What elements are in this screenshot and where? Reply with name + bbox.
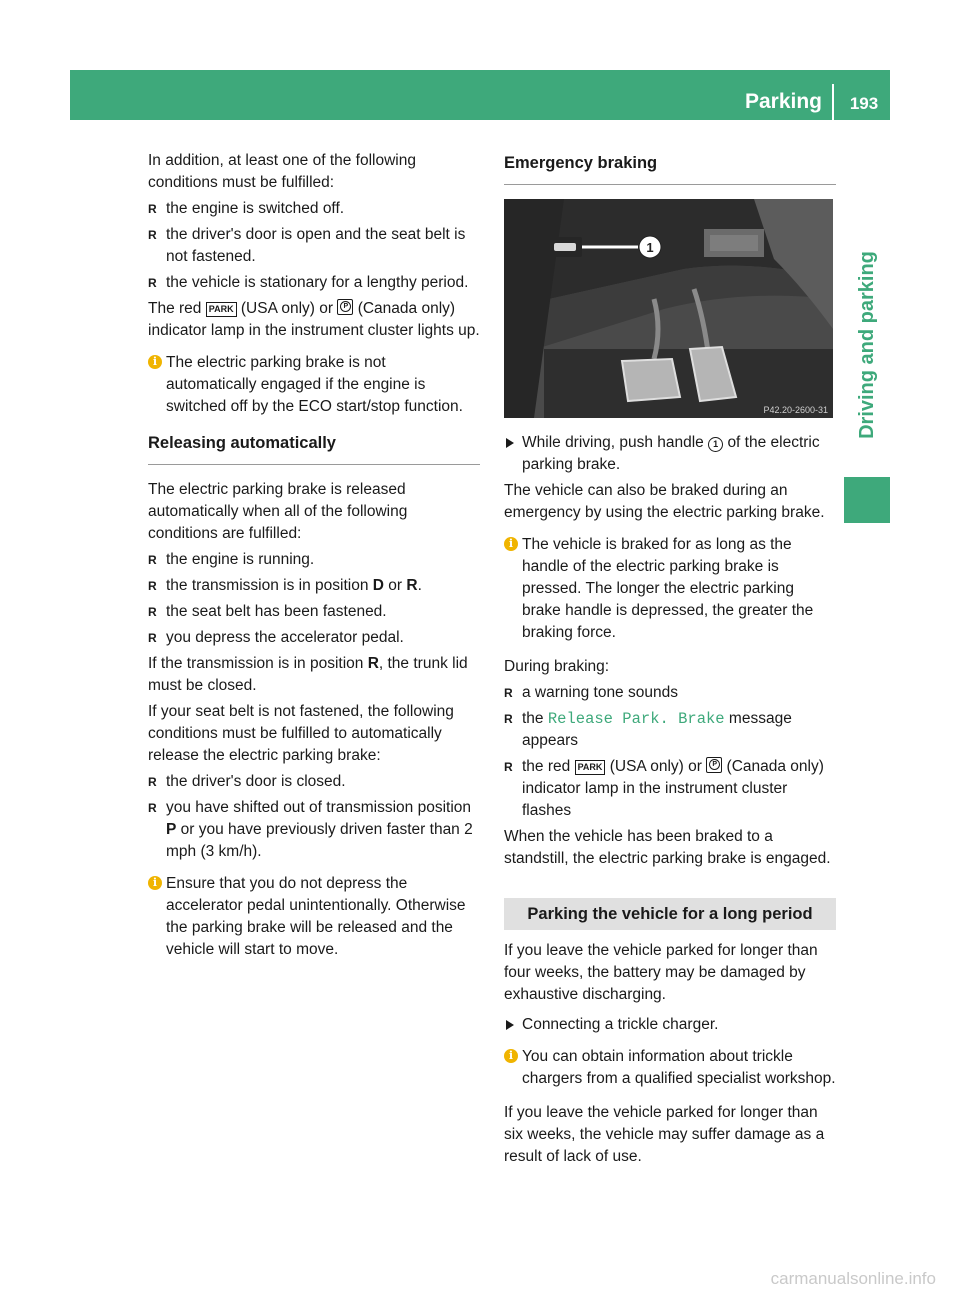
park-icon: PARK: [575, 760, 606, 775]
section-title: Parking: [744, 90, 822, 113]
standstill-text: When the vehicle has been braked to a standstill, the electric parking brake is engaged.: [504, 828, 831, 867]
list-item: [504, 756, 836, 822]
heading-long-period: Parking the vehicle for a long period: [504, 898, 836, 930]
gear-d: D: [372, 577, 384, 594]
gear-r: R: [406, 577, 418, 594]
info-icon: i: [504, 1049, 518, 1063]
parking-brake-icon: [706, 757, 722, 773]
text-span: or you have previously driven faster than 2 mph (3 km/h).: [166, 821, 473, 860]
list-item: R the seat belt has been fastened.: [148, 601, 480, 623]
text-span: the: [522, 710, 544, 727]
gear-p: P: [166, 821, 177, 838]
photo-code: P42.20-2600-31: [763, 405, 828, 415]
list-item: R the driver's door is open and the seat belt is not fastened.: [148, 224, 480, 268]
side-block: [844, 477, 890, 523]
text-span: If the transmission is in position: [148, 655, 364, 672]
list-item: R the engine is running.: [148, 549, 480, 571]
text-span: you have shifted out of transmission position: [166, 799, 472, 816]
heading-emergency: Emergency braking: [504, 152, 836, 185]
left-column: [148, 150, 480, 973]
note-accelerator: [148, 873, 480, 961]
list-item: R you depress the accelerator pedal.: [148, 627, 480, 649]
text-span: or: [388, 577, 403, 594]
note-text: You can obtain information about trickle chargers from a qualified specialist workshop.: [522, 1048, 836, 1087]
side-tab: [844, 230, 890, 460]
side-tab-label: Driving and parking: [856, 251, 878, 439]
action-trickle-charger: Connecting a trickle charger.: [504, 1014, 836, 1036]
lamp-text: [148, 298, 480, 342]
text-span: The red: [148, 300, 202, 317]
text-span: , the trunk lid must be closed.: [148, 655, 468, 694]
callout-number: 1: [708, 437, 723, 452]
right-column: [504, 150, 836, 1172]
text-span: of the electric parking brake.: [522, 434, 820, 473]
action-push-handle: [504, 432, 836, 476]
text-span: the transmission is in position: [166, 577, 369, 594]
header-bar: [70, 70, 890, 120]
watermark-text: carmanualsonline.info: [770, 1269, 936, 1288]
page-number: 193: [849, 94, 879, 113]
list-item: R the transmission is in position D or R.: [148, 575, 480, 597]
gear-r: R: [367, 655, 379, 672]
note-eco: [148, 352, 480, 418]
intro-text: In addition, at least one of the following conditions must be fulfilled:: [148, 152, 416, 191]
parking-brake-photo: [504, 199, 833, 418]
text-span: (Canada only) indicator lamp in the instrument cluster flashes: [522, 758, 824, 819]
info-icon: i: [148, 355, 162, 369]
info-icon: i: [148, 876, 162, 890]
header-divider: [832, 84, 834, 120]
info-icon: i: [504, 537, 518, 551]
trunk-text: [148, 653, 480, 697]
note-braking: [504, 534, 836, 644]
list-item: R the driver's door is closed.: [148, 771, 480, 793]
seatbelt-text: If your seat belt is not fastened, the following conditions must be fulfilled to automatically release the electric parking brake:: [148, 703, 454, 764]
text-span: message appears: [522, 710, 792, 749]
park-icon: PARK: [206, 302, 237, 317]
text-span: (USA only) or: [240, 300, 334, 317]
text-span: While driving, push handle: [522, 434, 704, 451]
note-text: The vehicle is braked for as long as the handle of the electric parking brake is pressed. The longer the electric parking brake handle is depressed, the greater the braking force.: [522, 536, 814, 641]
list-item: R a warning tone sounds: [504, 682, 836, 704]
list-item: [148, 797, 480, 863]
note-charger: [504, 1046, 836, 1090]
releasing-intro: The electric parking brake is released automatically when all of the following conditions are fulfilled:: [148, 481, 408, 542]
note-text: Ensure that you do not depress the accelerator pedal unintentionally. Otherwise the parking brake will be released and the vehicle will start to move.: [166, 875, 466, 958]
list-item: R the vehicle is stationary for a lengthy period.: [148, 272, 480, 294]
display-message: Release Park. Brake: [547, 710, 725, 728]
parking-brake-icon: [337, 299, 353, 315]
text-span: (USA only) or: [609, 758, 702, 775]
note-text: The electric parking brake is not automatically engaged if the engine is switched off by the ECO start/stop function.: [166, 354, 463, 415]
watermark: [0, 1268, 960, 1290]
heading-releasing: Releasing automatically: [148, 432, 480, 465]
list-item: R the engine is switched off.: [148, 198, 480, 220]
text-span: (Canada only) indicator lamp in the instrument cluster lights up.: [148, 300, 480, 339]
during-braking: During braking:: [504, 658, 610, 675]
text-span: the red: [522, 758, 571, 775]
four-weeks-text: If you leave the vehicle parked for longer than four weeks, the battery may be damaged by exhaustive discharging.: [504, 942, 818, 1003]
emergency-text: The vehicle can also be braked during an emergency by using the electric parking brake.: [504, 482, 825, 521]
photo-callout: 1: [646, 240, 654, 255]
six-weeks-text: If you leave the vehicle parked for longer than six weeks, the vehicle may suffer damage as a result of lack of use.: [504, 1104, 825, 1165]
list-item: [504, 708, 836, 752]
